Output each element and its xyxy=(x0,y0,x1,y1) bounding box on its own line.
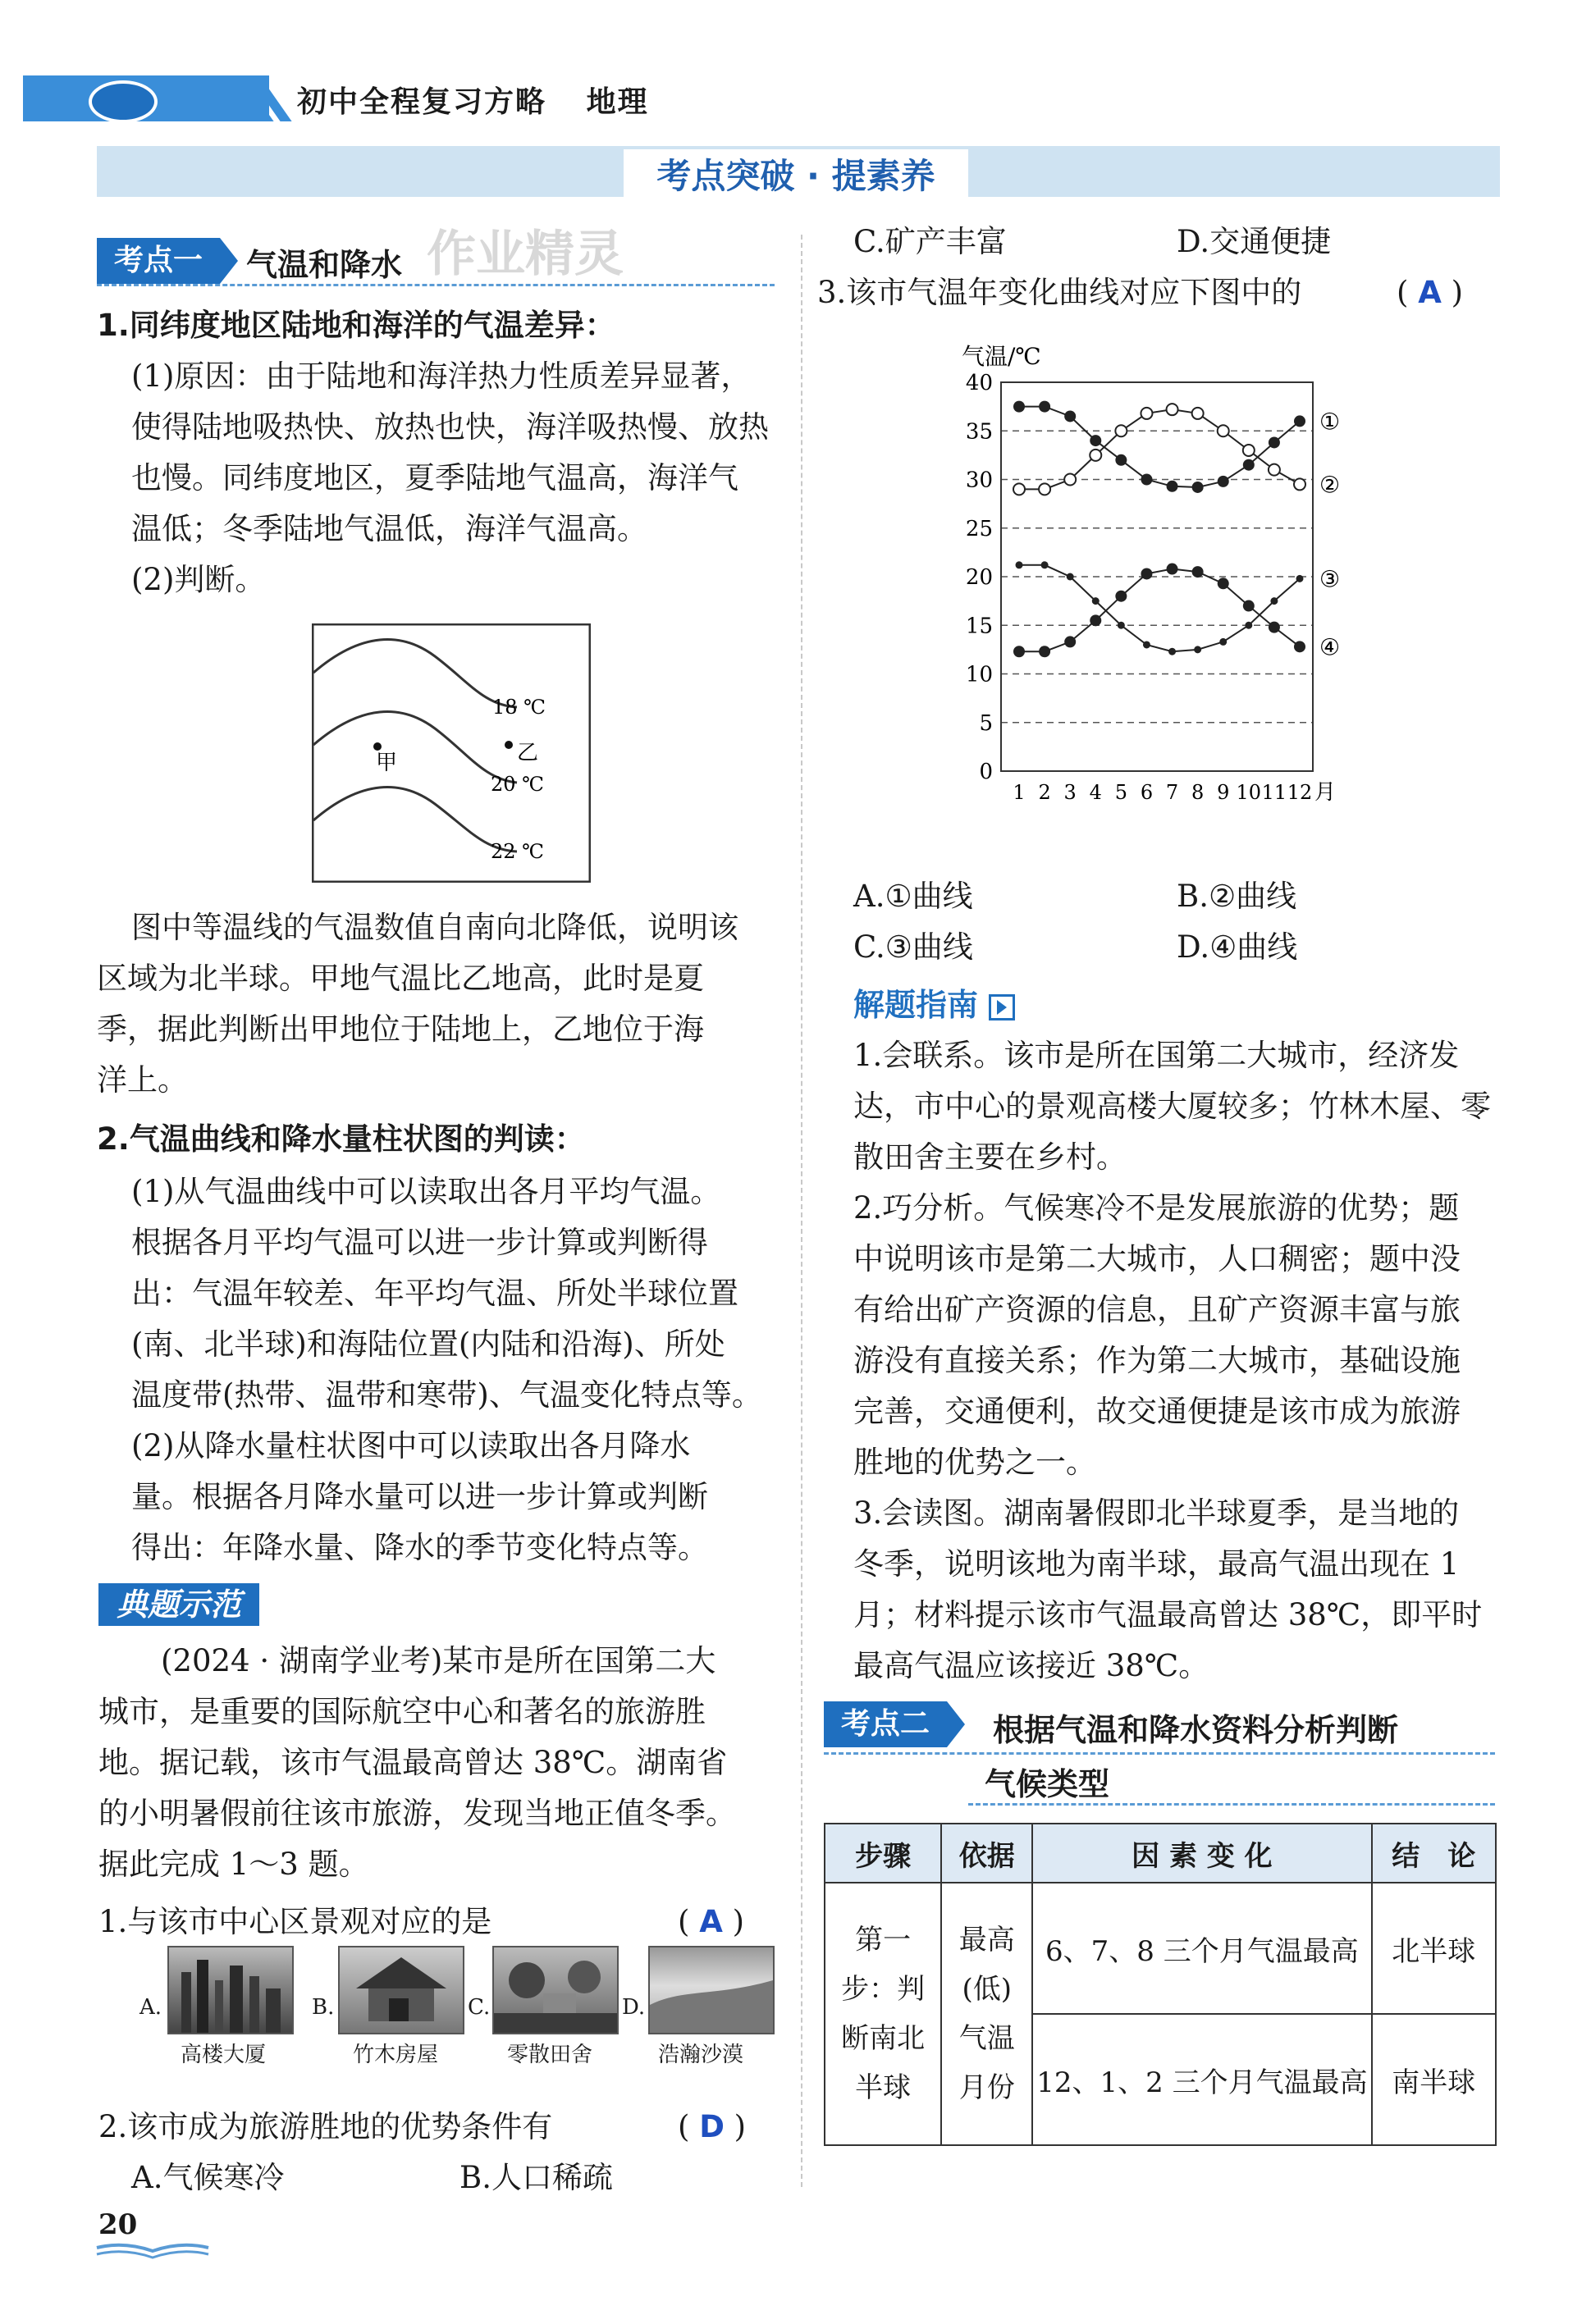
book-icon xyxy=(95,2241,210,2261)
point2-heading: 2.气温曲线和降水量柱状图的判读： xyxy=(97,1121,585,1157)
q3-option: C.③曲线 xyxy=(853,929,973,965)
series-point-④ xyxy=(1218,578,1229,589)
series-point-③ xyxy=(1296,575,1304,582)
q2-option: D.交通便捷 xyxy=(1177,224,1332,259)
header-cell: 依据 xyxy=(941,1824,1032,1883)
series-point-④ xyxy=(1039,646,1050,657)
series-point-① xyxy=(1013,401,1025,413)
intro-line: 的小明暑假前往该市旅游，发现当地正值冬季。 xyxy=(98,1796,736,1831)
series-point-③ xyxy=(1219,638,1227,646)
option-caption: 浩瀚沙漠 xyxy=(658,2043,744,2067)
intro-line: 据此完成 1～3 题。 xyxy=(98,1847,369,1882)
tag-arrow-icon xyxy=(947,1701,965,1747)
series-point-④ xyxy=(1243,600,1255,612)
option-letter: C. xyxy=(468,1995,491,2020)
q3-option: B.②曲线 xyxy=(1177,879,1297,914)
skyscraper-photo xyxy=(167,1946,294,2034)
guide-line: 2.巧分析。气候寒冷不是发展旅游的优势；题 xyxy=(853,1190,1460,1226)
series-point-① xyxy=(1218,476,1229,487)
reason-line: (1)原因：由于陆地和海洋热力性质差异显著， xyxy=(131,358,752,394)
series-point-② xyxy=(1294,478,1305,490)
header-cell: 因 素 变 化 xyxy=(1032,1824,1371,1883)
isotherm-map xyxy=(312,623,591,883)
chart-ylabel: 气温/℃ xyxy=(962,343,1041,370)
series-point-① xyxy=(1039,401,1050,413)
isotherm-22 xyxy=(313,788,517,852)
series-line-② xyxy=(1019,409,1300,489)
series-point-③ xyxy=(1270,597,1278,605)
series-point-③ xyxy=(1143,641,1150,648)
header-title xyxy=(297,79,649,121)
y-tick-label: 35 xyxy=(965,419,993,445)
map-frame xyxy=(313,624,590,882)
q3-option: A.①曲线 xyxy=(853,879,973,914)
point-a-dot xyxy=(373,742,382,751)
explain-line: 区域为北半球。甲地气温比乙地高，此时是夏 xyxy=(97,961,704,996)
section2-title-line2: 气候类型 xyxy=(985,1766,1110,1802)
point-b-label: 乙 xyxy=(517,741,539,765)
series-point-② xyxy=(1064,474,1076,486)
x-tick-label: 7 xyxy=(1165,781,1179,804)
guide-line: 最高气温应该接近 38℃。 xyxy=(853,1648,1209,1683)
change-cell: 6、7、8 三个月气温最高 xyxy=(1032,1883,1371,2014)
point-b-dot xyxy=(505,741,513,749)
point-a-label: 甲 xyxy=(376,751,398,775)
y-tick-label: 40 xyxy=(965,371,993,395)
q2-option: B.人口稀疏 xyxy=(459,2160,613,2195)
point2-line: 温度带(热带、温带和寒带)、气温变化特点等。 xyxy=(131,1377,762,1413)
series-title: 初中全程复习方略 xyxy=(297,85,547,119)
option-caption: 高楼大厦 xyxy=(181,2043,267,2067)
q2-stem: 2.该市成为旅游胜地的优势条件有 xyxy=(98,2109,553,2144)
series-point-① xyxy=(1243,459,1255,471)
point2-line: 得出：年降水量、降水的季节变化特点等。 xyxy=(131,1530,708,1565)
header-cell: 步骤 xyxy=(825,1824,941,1883)
isotherm-label-22: 22 ℃ xyxy=(491,840,545,863)
guide-line: 有给出矿产资源的信息，且矿产资源丰富与旅 xyxy=(853,1292,1461,1327)
series-point-③ xyxy=(1092,597,1100,605)
series-point-③ xyxy=(1016,561,1023,568)
q2-answer: D xyxy=(699,2109,725,2144)
option-caption: 竹木房屋 xyxy=(353,2043,439,2067)
demo-label: 典题示范 xyxy=(98,1583,259,1626)
x-tick-label: 1 xyxy=(1013,781,1026,804)
q2-option: C.矿产丰富 xyxy=(853,224,1007,259)
series-point-② xyxy=(1243,445,1255,456)
x-tick-label: 12 xyxy=(1287,781,1313,804)
point2-line: 出：气温年较差、年平均气温、所处半球位置 xyxy=(131,1276,738,1311)
series-point-① xyxy=(1115,454,1127,466)
series-point-③ xyxy=(1194,646,1201,653)
judge-label: (2)判断。 xyxy=(131,562,266,597)
series-point-② xyxy=(1141,408,1152,419)
point2-line: (2)从降水量柱状图中可以读取出各月降水 xyxy=(131,1428,691,1463)
tag-arrow-icon xyxy=(220,238,238,284)
page-number: 20 xyxy=(98,2208,138,2241)
section2-underline xyxy=(824,1752,1495,1755)
series-point-① xyxy=(1167,481,1178,492)
series-point-① xyxy=(1141,474,1152,486)
q3-answer: A xyxy=(1418,275,1442,310)
section1-tag: 考点一 xyxy=(97,238,220,284)
series-point-② xyxy=(1039,483,1050,495)
table-header-row xyxy=(825,1824,1496,1883)
guide-line: 中说明该市是第二大城市，人口稠密；题中没 xyxy=(853,1241,1461,1276)
series-point-③ xyxy=(1168,648,1176,655)
guide-label-text: 解题指南 xyxy=(853,987,979,1023)
change-cell: 12、1、2 三个月气温最高 xyxy=(1032,2014,1371,2145)
section1-title: 气温和降水 xyxy=(246,247,403,283)
series-point-① xyxy=(1294,415,1305,427)
x-tick-label: 2 xyxy=(1038,781,1051,804)
q1-answer: A xyxy=(699,1904,723,1939)
series-point-② xyxy=(1192,408,1204,419)
section2-tag: 考点二 xyxy=(824,1701,947,1747)
series-point-④ xyxy=(1269,622,1280,633)
result-cell: 北半球 xyxy=(1372,1883,1496,2014)
bamboo-house-photo xyxy=(338,1946,464,2034)
series-line-③ xyxy=(1019,565,1300,651)
header-cell: 结 论 xyxy=(1372,1824,1496,1883)
guide-line: 散田舍主要在乡村。 xyxy=(853,1139,1127,1175)
isotherm-label-18: 18 ℃ xyxy=(492,696,546,719)
y-tick-label: 20 xyxy=(965,565,993,590)
option-letter: D. xyxy=(622,1995,646,2020)
subject-title: 地理 xyxy=(586,85,649,119)
guide-line: 达，市中心的景观高楼大厦较多；竹林木屋、零 xyxy=(853,1089,1491,1124)
play-icon xyxy=(989,994,1015,1020)
series-label-②: ② xyxy=(1319,471,1341,499)
intro-line: (2024 · 湖南学业考)某市是所在国第二大 xyxy=(161,1643,716,1678)
series-point-③ xyxy=(1067,573,1074,581)
banner-title: 考点突破 · 提素养 xyxy=(624,149,968,199)
q1-answer-box: ( A ) xyxy=(678,1904,745,1939)
q2-option: A.气候寒冷 xyxy=(131,2160,285,2195)
q3-stem: 3.该市气温年变化曲线对应下图中的 xyxy=(817,275,1302,310)
series-line-④ xyxy=(1019,569,1300,652)
y-tick-label: 30 xyxy=(965,468,993,493)
series-point-④ xyxy=(1294,641,1305,652)
reason-line: 使得陆地吸热快、放热也快，海洋吸热慢、放热 xyxy=(131,409,769,445)
point2-line: 量。根据各月降水量可以进一步计算或判断 xyxy=(131,1479,708,1514)
section1-underline xyxy=(97,284,775,286)
point1-heading: 1.同纬度地区陆地和海洋的气温差异： xyxy=(97,308,615,343)
series-point-④ xyxy=(1141,568,1152,579)
series-point-④ xyxy=(1115,591,1127,602)
x-tick-label: 4 xyxy=(1089,781,1102,804)
series-point-③ xyxy=(1245,622,1252,629)
watermark: 作业精灵 xyxy=(427,226,624,283)
x-tick-label: 8 xyxy=(1191,781,1205,804)
series-point-② xyxy=(1269,464,1280,476)
y-tick-label: 25 xyxy=(965,516,993,541)
series-point-② xyxy=(1218,425,1229,436)
series-point-④ xyxy=(1167,564,1178,575)
basis-cell: 最高(低)气温月份 xyxy=(941,1883,1032,2145)
series-point-④ xyxy=(1013,646,1025,657)
series-label-①: ① xyxy=(1319,408,1341,436)
section2-title-line1: 根据气温和降水资料分析判断 xyxy=(993,1712,1399,1748)
x-tick-label: 6 xyxy=(1140,781,1154,804)
series-point-① xyxy=(1090,435,1101,446)
x-tick-label: 3 xyxy=(1063,781,1077,804)
step-cell: 第一步：判断南北半球 xyxy=(825,1883,941,2145)
series-point-④ xyxy=(1064,636,1076,647)
isotherm-18 xyxy=(313,640,517,707)
q1-photo-options xyxy=(139,1946,779,2077)
x-tick-label: 5 xyxy=(1114,781,1128,804)
table-row xyxy=(825,1883,1496,2014)
x-tick-label: 10 xyxy=(1236,781,1262,804)
explain-line: 洋上。 xyxy=(97,1062,188,1098)
option-letter: A. xyxy=(139,1995,162,2020)
q1-stem: 1.与该市中心区景观对应的是 xyxy=(98,1904,492,1939)
q2-answer-box: ( D ) xyxy=(678,2109,747,2144)
q3-answer-box: ( A ) xyxy=(1397,275,1464,310)
series-point-① xyxy=(1269,436,1280,448)
desert-photo xyxy=(648,1946,775,2034)
series-point-① xyxy=(1064,410,1076,422)
reason-line: 也慢。同纬度地区，夏季陆地气温高，海洋气 xyxy=(131,460,738,495)
series-point-② xyxy=(1167,404,1178,415)
guide-line: 胜地的优势之一。 xyxy=(853,1445,1096,1480)
explain-line: 图中等温线的气温数值自南向北降低，说明该 xyxy=(131,910,738,945)
column-divider xyxy=(801,235,802,2187)
series-point-① xyxy=(1192,482,1204,493)
guide-line: 月；材料提示该市气温最高曾达 38℃，即平时 xyxy=(853,1597,1483,1632)
y-tick-label: 10 xyxy=(965,662,993,687)
result-cell: 南半球 xyxy=(1372,2014,1496,2145)
point2-line: (南、北半球)和海陆位置(内陆和沿海)、所处 xyxy=(131,1326,725,1362)
intro-line: 地。据记载，该市气温最高曾达 38℃。湖南省 xyxy=(98,1745,728,1780)
series-label-④: ④ xyxy=(1319,633,1341,661)
isotherm-20 xyxy=(313,712,517,783)
guide-line: 游没有直接关系；作为第二大城市，基础设施 xyxy=(853,1343,1461,1378)
explain-line: 季，据此判断出甲地位于陆地上，乙地位于海 xyxy=(97,1011,704,1047)
y-tick-label: 5 xyxy=(979,710,993,736)
series-point-③ xyxy=(1118,622,1125,629)
guide-line: 1.会联系。该市是所在国第二大城市，经济发 xyxy=(853,1038,1460,1073)
section2-underline xyxy=(968,1803,1495,1806)
series-logo-icon xyxy=(89,80,158,123)
series-point-④ xyxy=(1090,614,1101,626)
guide-line: 冬季，说明该地为南半球，最高气温出现在 1 xyxy=(853,1546,1460,1582)
temperature-chart xyxy=(952,336,1411,853)
y-tick-label: 15 xyxy=(965,614,993,639)
x-axis-label: 月 xyxy=(1314,780,1337,805)
x-tick-label: 11 xyxy=(1261,781,1287,804)
point2-line: (1)从气温曲线中可以读取出各月平均气温。 xyxy=(131,1174,721,1209)
climate-judge-table xyxy=(824,1823,1497,2146)
option-caption: 零散田舍 xyxy=(507,2043,593,2067)
guide-line: 完善，交通便利，故交通便捷是该市成为旅游 xyxy=(853,1394,1461,1429)
isotherm-label-20: 20 ℃ xyxy=(491,773,545,796)
series-point-② xyxy=(1013,483,1025,495)
option-letter: B. xyxy=(312,1995,335,2020)
series-point-② xyxy=(1090,450,1101,461)
x-tick-label: 9 xyxy=(1217,781,1230,804)
point2-line: 根据各月平均气温可以进一步计算或判断得 xyxy=(131,1225,708,1260)
farmhouse-photo xyxy=(492,1946,619,2034)
intro-line: 城市，是重要的国际航空中心和著名的旅游胜 xyxy=(98,1694,706,1729)
y-tick-label: 0 xyxy=(979,760,993,784)
series-label-③: ③ xyxy=(1319,565,1341,593)
q3-option: D.④曲线 xyxy=(1177,929,1298,965)
series-point-② xyxy=(1115,425,1127,436)
series-point-④ xyxy=(1192,566,1204,578)
guide-label xyxy=(853,979,1015,1025)
series-point-③ xyxy=(1041,561,1049,568)
guide-line: 3.会读图。湖南暑假即北半球夏季，是当地的 xyxy=(853,1495,1460,1531)
series-line-① xyxy=(1019,407,1300,487)
reason-line: 温低；冬季陆地气温低，海洋气温高。 xyxy=(131,511,647,546)
